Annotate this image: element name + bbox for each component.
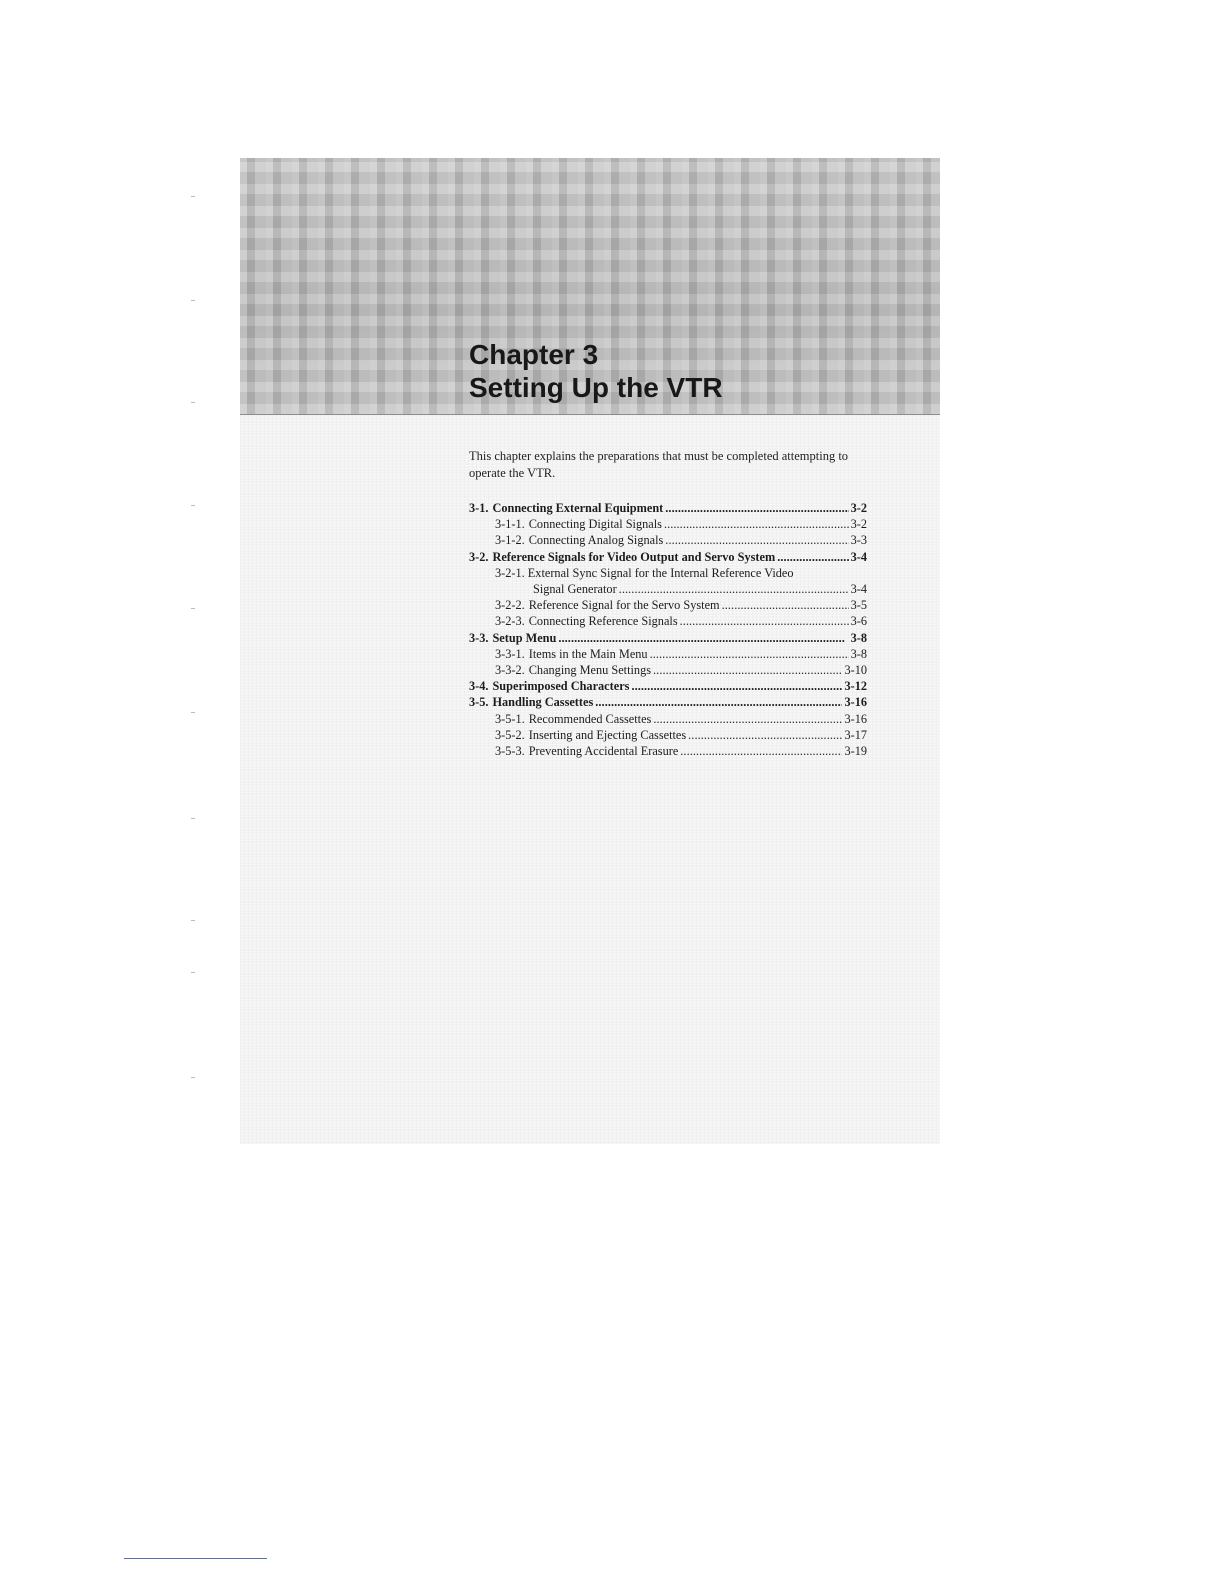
- margin-mark: [191, 1077, 195, 1078]
- toc-title: Signal Generator: [533, 582, 617, 597]
- toc-page: 3-3: [850, 533, 867, 548]
- toc-section[interactable]: 3-5. Handling Cassettes . . . 3-16: [469, 694, 867, 710]
- toc-title: Reference Signal for the Servo System: [528, 598, 720, 613]
- toc-page: 3-8: [850, 646, 867, 661]
- toc-title: Reference Signals for Video Output and Servo System: [492, 549, 776, 564]
- margin-mark: [191, 402, 195, 403]
- dot-leader: [722, 597, 849, 613]
- margin-mark: [191, 196, 195, 197]
- toc-title: Recommended Cassettes: [528, 711, 652, 726]
- dot-leader: [665, 500, 848, 516]
- margin-mark: [191, 712, 195, 713]
- toc-page: 3-6: [850, 614, 867, 629]
- toc-section[interactable]: 3-1. Connecting External Equipment . . . 3-2: [469, 500, 867, 516]
- dot-leader: [664, 516, 849, 532]
- dot-leader: [631, 678, 842, 694]
- dot-leader: [653, 711, 842, 727]
- chapter-title: Setting Up the VTR: [469, 372, 723, 403]
- toc-title: Connecting Reference Signals: [528, 614, 678, 629]
- toc-subsection[interactable]: 3-5-2. Inserting and Ejecting Cassettes . . . 3-17: [469, 727, 867, 743]
- toc-section[interactable]: 3-4. Superimposed Characters . . . 3-12: [469, 678, 867, 694]
- toc-title: External Sync Signal for the Internal Reference Video: [527, 565, 794, 580]
- toc-subsection[interactable]: 3-1-1. Connecting Digital Signals . . . 3-2: [469, 516, 867, 532]
- footnote-rule: [124, 1558, 267, 1559]
- toc-title: Setup Menu: [492, 630, 557, 645]
- toc-title: Items in the Main Menu: [528, 646, 648, 661]
- margin-mark: [191, 818, 195, 819]
- toc-page: 3-10: [844, 663, 867, 678]
- toc-page: 3-5: [850, 598, 867, 613]
- dot-leader: [680, 613, 849, 629]
- toc-subsection[interactable]: 3-1-2. Connecting Analog Signals . . . 3-3: [469, 532, 867, 548]
- toc-page: 3-16: [844, 711, 867, 726]
- toc-subsection-continued[interactable]: [469, 581, 867, 597]
- toc-title: Superimposed Characters: [492, 679, 630, 694]
- chapter-heading: [469, 338, 723, 404]
- scanned-page: [240, 158, 940, 1144]
- toc-title: Preventing Accidental Erasure: [528, 744, 679, 759]
- dot-leader: [619, 581, 849, 597]
- dot-leader: [595, 694, 842, 710]
- toc-page: 3-16: [844, 695, 867, 710]
- dot-leader: [777, 549, 848, 565]
- toc-subsection[interactable]: 3-2-2. Reference Signal for the Servo System . . . 3-5: [469, 597, 867, 613]
- toc-page: 3-8: [850, 630, 867, 645]
- toc-subsection[interactable]: 3-3-2. Changing Menu Settings . . . 3-10: [469, 662, 867, 678]
- margin-mark: [191, 300, 195, 301]
- toc-subsection[interactable]: 3-2-3. Connecting Reference Signals . . . 3-6: [469, 613, 867, 629]
- toc-title: Handling Cassettes: [492, 695, 594, 710]
- toc-section[interactable]: 3-2. Reference Signals for Video Output and Servo System . . . 3-4: [469, 549, 867, 565]
- dot-leader: [680, 743, 842, 759]
- dot-leader: [558, 630, 848, 646]
- toc-page: 3-4: [850, 582, 867, 597]
- toc-page: 3-17: [844, 727, 867, 742]
- margin-mark: [191, 505, 195, 506]
- dot-leader: [688, 727, 842, 743]
- margin-mark: [191, 920, 195, 921]
- toc-title: Inserting and Ejecting Cassettes: [528, 727, 687, 742]
- toc-title: Connecting Analog Signals: [528, 533, 664, 548]
- toc-subsection[interactable]: 3-3-1. Items in the Main Menu . . . 3-8: [469, 646, 867, 662]
- toc-subsection[interactable]: 3-2-1. External Sync Signal for the Internal Reference Video: [495, 565, 794, 580]
- toc-subsection[interactable]: 3-5-1. Recommended Cassettes . . . 3-16: [469, 711, 867, 727]
- toc-title: Changing Menu Settings: [528, 663, 652, 678]
- margin-mark: [191, 608, 195, 609]
- toc-title: Connecting Digital Signals: [528, 517, 662, 532]
- toc-section[interactable]: 3-3. Setup Menu . . . 3-8: [469, 630, 867, 646]
- toc-page: 3-2: [850, 501, 867, 515]
- toc-page: 3-19: [844, 744, 867, 759]
- dot-leader: [653, 662, 842, 678]
- margin-mark: [191, 972, 195, 973]
- toc-page: 3-2: [850, 517, 867, 532]
- toc-title: Connecting External Equipment: [492, 501, 664, 515]
- toc-page: 3-4: [850, 549, 867, 564]
- toc-page: 3-12: [844, 679, 867, 694]
- chapter-intro: This chapter explains the preparations that must be completed attempting to operate the VTR.: [469, 449, 849, 480]
- table-of-contents: [469, 500, 867, 759]
- chapter-label: Chapter 3: [469, 339, 599, 370]
- toc-subsection[interactable]: 3-5-3. Preventing Accidental Erasure . . . 3-19: [469, 743, 867, 759]
- dot-leader: [665, 532, 848, 548]
- dot-leader: [650, 646, 849, 662]
